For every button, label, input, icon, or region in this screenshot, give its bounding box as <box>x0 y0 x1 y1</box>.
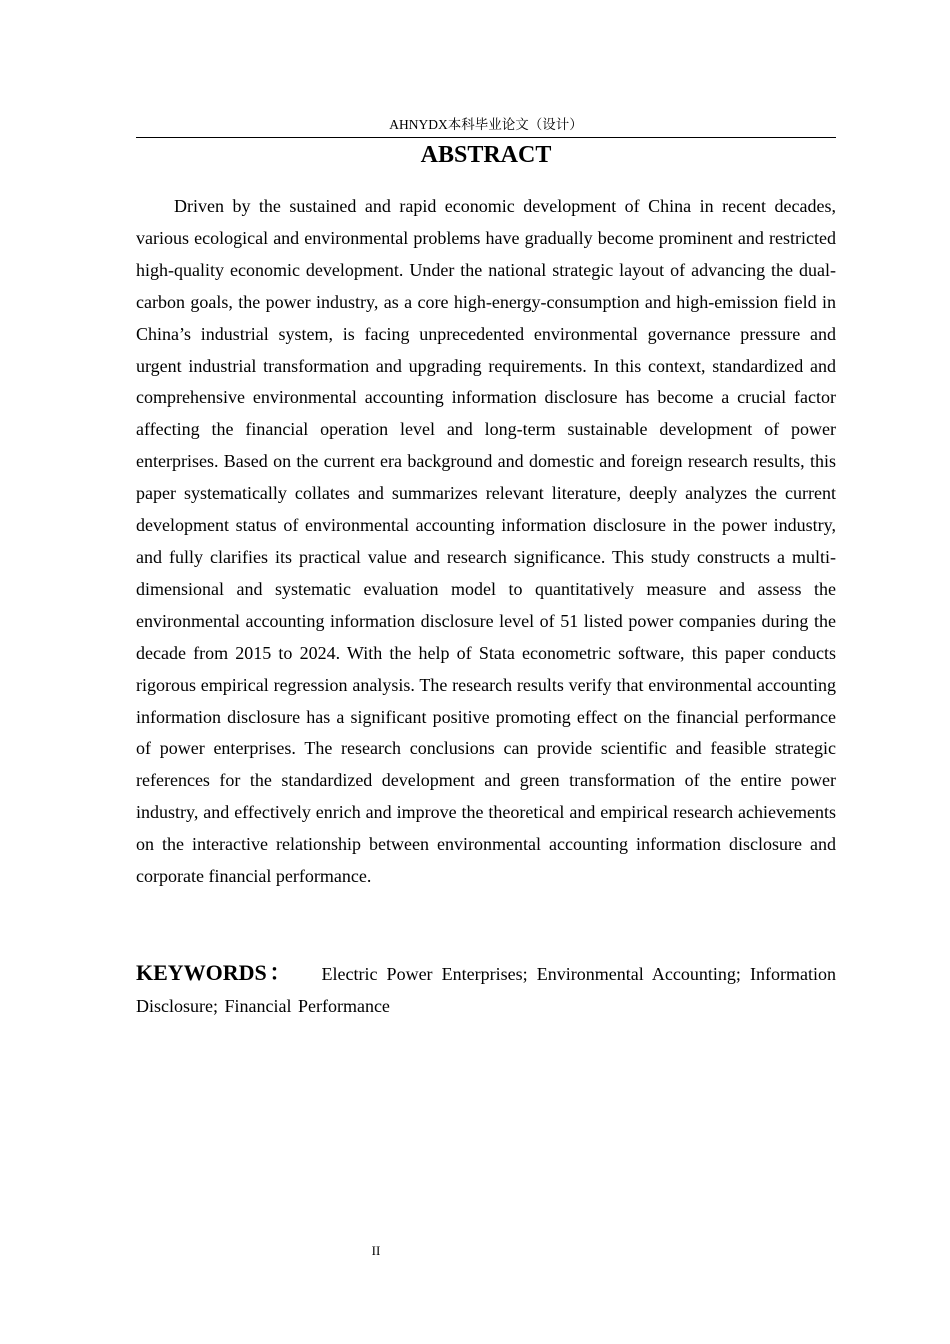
keywords-line <box>136 957 836 1022</box>
abstract-title: ABSTRACT <box>420 142 552 168</box>
running-header: AHNYDX本科毕业论文（设计） <box>389 117 583 132</box>
header-divider <box>136 137 836 138</box>
keywords-text: Electric Power Enterprises; Environmental Accounting; Information Disclosure; Financial Performance <box>136 964 836 1016</box>
page-number: II <box>371 1243 381 1258</box>
keywords-label: KEYWORDS： <box>136 960 295 985</box>
abstract-body: Driven by the sustained and rapid economic development of China in recent decades, various ecological and environmental problems have gradually become prominent and restricted high-quality economic development. Under the national strategic layout of advancing the dual-carbon goals, the power industry, as a core high-energy-consumption and high-emission field in China’s industrial system, is facing unprecedented environmental governance pressure and urgent industrial transformation and upgrading requirements. In this context, standardized and comprehensive environmental accounting information disclosure has become a crucial factor affecting the financial operation level and long-term sustainable development of power enterprises. Based on the current era background and domestic and foreign research results, this paper systematically collates and summarizes relevant literature, deeply analyzes the current development status of environmental accounting information disclosure in the power industry, and fully clarifies its practical value and research significance. This study constructs a multi-dimensional and systematic evaluation model to quantitatively measure and assess the environmental accounting information disclosure level of 51 listed power companies during the decade from 2015 to 2024. With the help of Stata econometric software, this paper conducts rigorous empirical regression analysis. The research results verify that environmental accounting information disclosure has a significant positive promoting effect on the financial performance of power enterprises. The research conclusions can provide scientific and feasible strategic references for the standardized development and green transformation of the entire power industry, and effectively enrich and improve the theoretical and empirical research achievements on the interactive relationship between environmental accounting information disclosure and corporate financial performance. <box>136 196 836 887</box>
